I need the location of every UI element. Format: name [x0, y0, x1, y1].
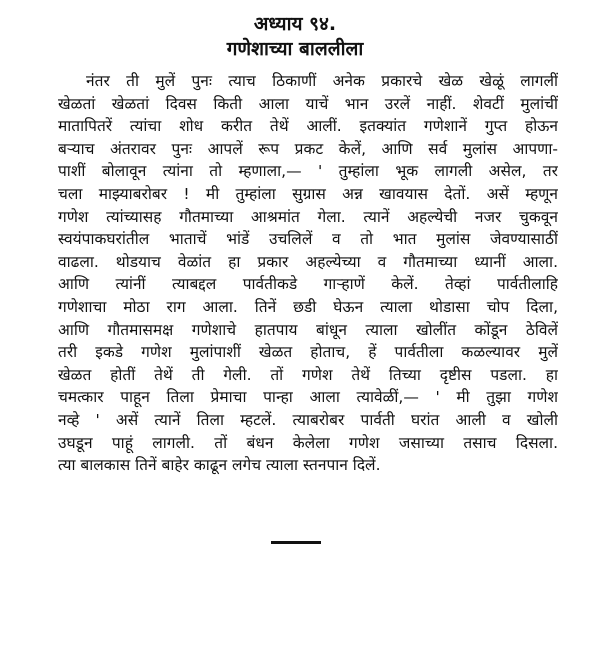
paragraph-line: आणि गौतमासमक्ष गणेशाचे हातपाय बांधून त्याला खोलींत कोंडून ठेविलें — [58, 320, 558, 339]
paragraph-line: उघडून पाहूं लागली. तों बंधन केलेला गणेश जसाच्या तसाच दिसला. — [58, 433, 558, 452]
paragraph-line: चमत्कार पाहून तिला प्रेमाचा पान्हा आला त्यावेळीं,— ' मी तुझा गणेश — [58, 388, 558, 407]
paragraph-line: खेळतां खेळतां दिवस किती आला याचें भान उरलें नाहीं. शेवटीं मुलांचीं — [58, 94, 558, 113]
paragraph-line: वाढला. थोडयाच वेळांत हा प्रकार अहल्येच्या व गौतमाच्या ध्यानीं आला. — [58, 252, 558, 271]
paragraph-line: पाशीं बोलावून त्यांना तो म्हणाला,— ' तुम्हांला भूक लागली असेल, तर — [58, 162, 558, 181]
paragraph-line: नव्हे ' असें त्यानें तिला म्हटलें. त्याबरोबर पार्वती घरांत आली व खोली — [58, 410, 558, 429]
paragraph-line: तरी इकडे गणेश मुलांपाशीं खेळत होताच, हें पार्वतीला कळल्यावर मुलें — [58, 343, 558, 362]
paragraph-line: नंतर ती मुलें पुनः त्याच ठिकाणीं अनेक प्रकारचे खेळ खेळूं लागलीं — [86, 72, 558, 90]
paragraph-line: गणेश त्यांच्यासह गौतमाच्या आश्रमांत गेला. त्यानें अहल्येची नजर चुकवून — [58, 207, 558, 226]
paragraph-line: गणेशाचा मोठा राग आला. तिनें छडी घेऊन त्याला थोडासा चोप दिला, — [58, 297, 558, 316]
body-paragraph — [58, 70, 558, 477]
paragraph-line: आणि त्यांनीं त्याबद्दल पार्वतीकडे गाऱ्हाणें केलें. तेव्हां पार्वतीलाहि — [58, 275, 558, 294]
paragraph-line: स्वयंपाकघरांतील भाताचें भांडें उचलिलें व तो भात मुलांस जेवण्यासाठीं — [58, 230, 558, 249]
paragraph-line: त्या बालकास तिनें बाहेर काढून लगेच त्याला स्तनपान दिलें. — [58, 456, 381, 475]
paragraph-line: खेळत होतीं तेथें ती गेली. तों गणेश तेथें तिच्या दृष्टीस पडला. हा — [58, 365, 558, 384]
paragraph-line: मातापितरें त्यांचा शोध करीत तेथें आलीं. इतक्यांत गणेशानें गुप्त होऊन — [58, 117, 558, 136]
chapter-number-heading: अध्याय ९४. — [253, 13, 337, 35]
paragraph-line: बऱ्याच अंतरावर पुनः आपलें रूप प्रकट केलें, आणि सर्व मुलांस आपणा- — [58, 139, 558, 158]
paragraph-line: चला माझ्याबरोबर ! मी तुम्हांला सुग्रास अन्न खावयास देतों. असें म्हणून — [58, 184, 558, 203]
section-end-rule — [271, 541, 321, 544]
chapter-title-heading: गणेशाच्या बाललीला — [226, 38, 364, 60]
